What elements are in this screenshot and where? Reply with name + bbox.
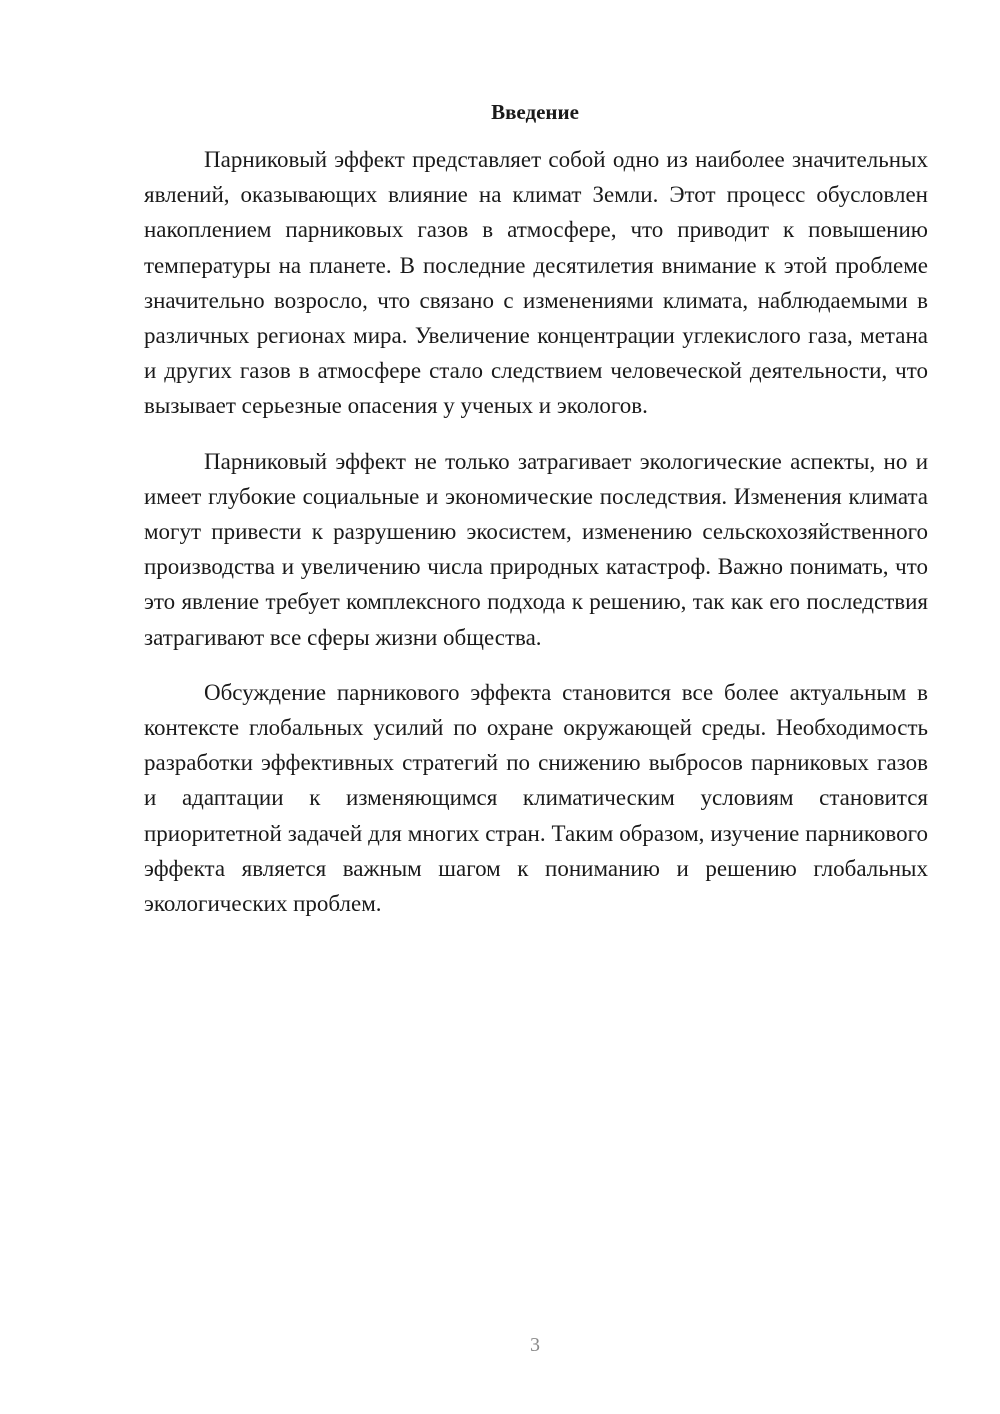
body-text	[144, 142, 928, 941]
paragraph-3: Обсуждение парникового эффекта становится все более актуальным в контексте глобальных усилий по охране окружающей среды. Необходимость разработки эффективных стратегий по снижению выбросов парниковых газов и адаптации к изменяющимся климатическим условиям становится приоритетной задачей для многих стран. Таким образом, изучение парникового эффекта является важным шагом к пониманию и решению глобальных экологических проблем.	[144, 679, 928, 917]
section-heading: Введение	[491, 100, 579, 124]
paragraph-1: Парниковый эффект представляет собой одно из наиболее значительных явлений, оказывающих влияние на климат Земли. Этот процесс обусловлен накоплением парниковых газов в атмосфере, что приводит к повышению температуры на планете. В последние десятилетия внимание к этой проблеме значительно возросло, что связано с изменениями климата, наблюдаемыми в различных регионах мира. Увеличение концентрации углекислого газа, метана и других газов в атмосфере стало следствием человеческой деятельности, что вызывает серьезные опасения у ученых и экологов.	[144, 147, 928, 419]
paragraph-2: Парниковый эффект не только затрагивает экологические аспекты, но и имеет глубокие социальные и экономические последствия. Изменения климата могут привести к разрушению экосистем, изменению сельскохозяйственного производства и увеличению числа природных катастроф. Важно понимать, что это явление требует комплексного подхода к решению, так как его последствия затрагивают все сферы жизни общества.	[144, 448, 928, 650]
page-number: 3	[530, 1334, 540, 1356]
